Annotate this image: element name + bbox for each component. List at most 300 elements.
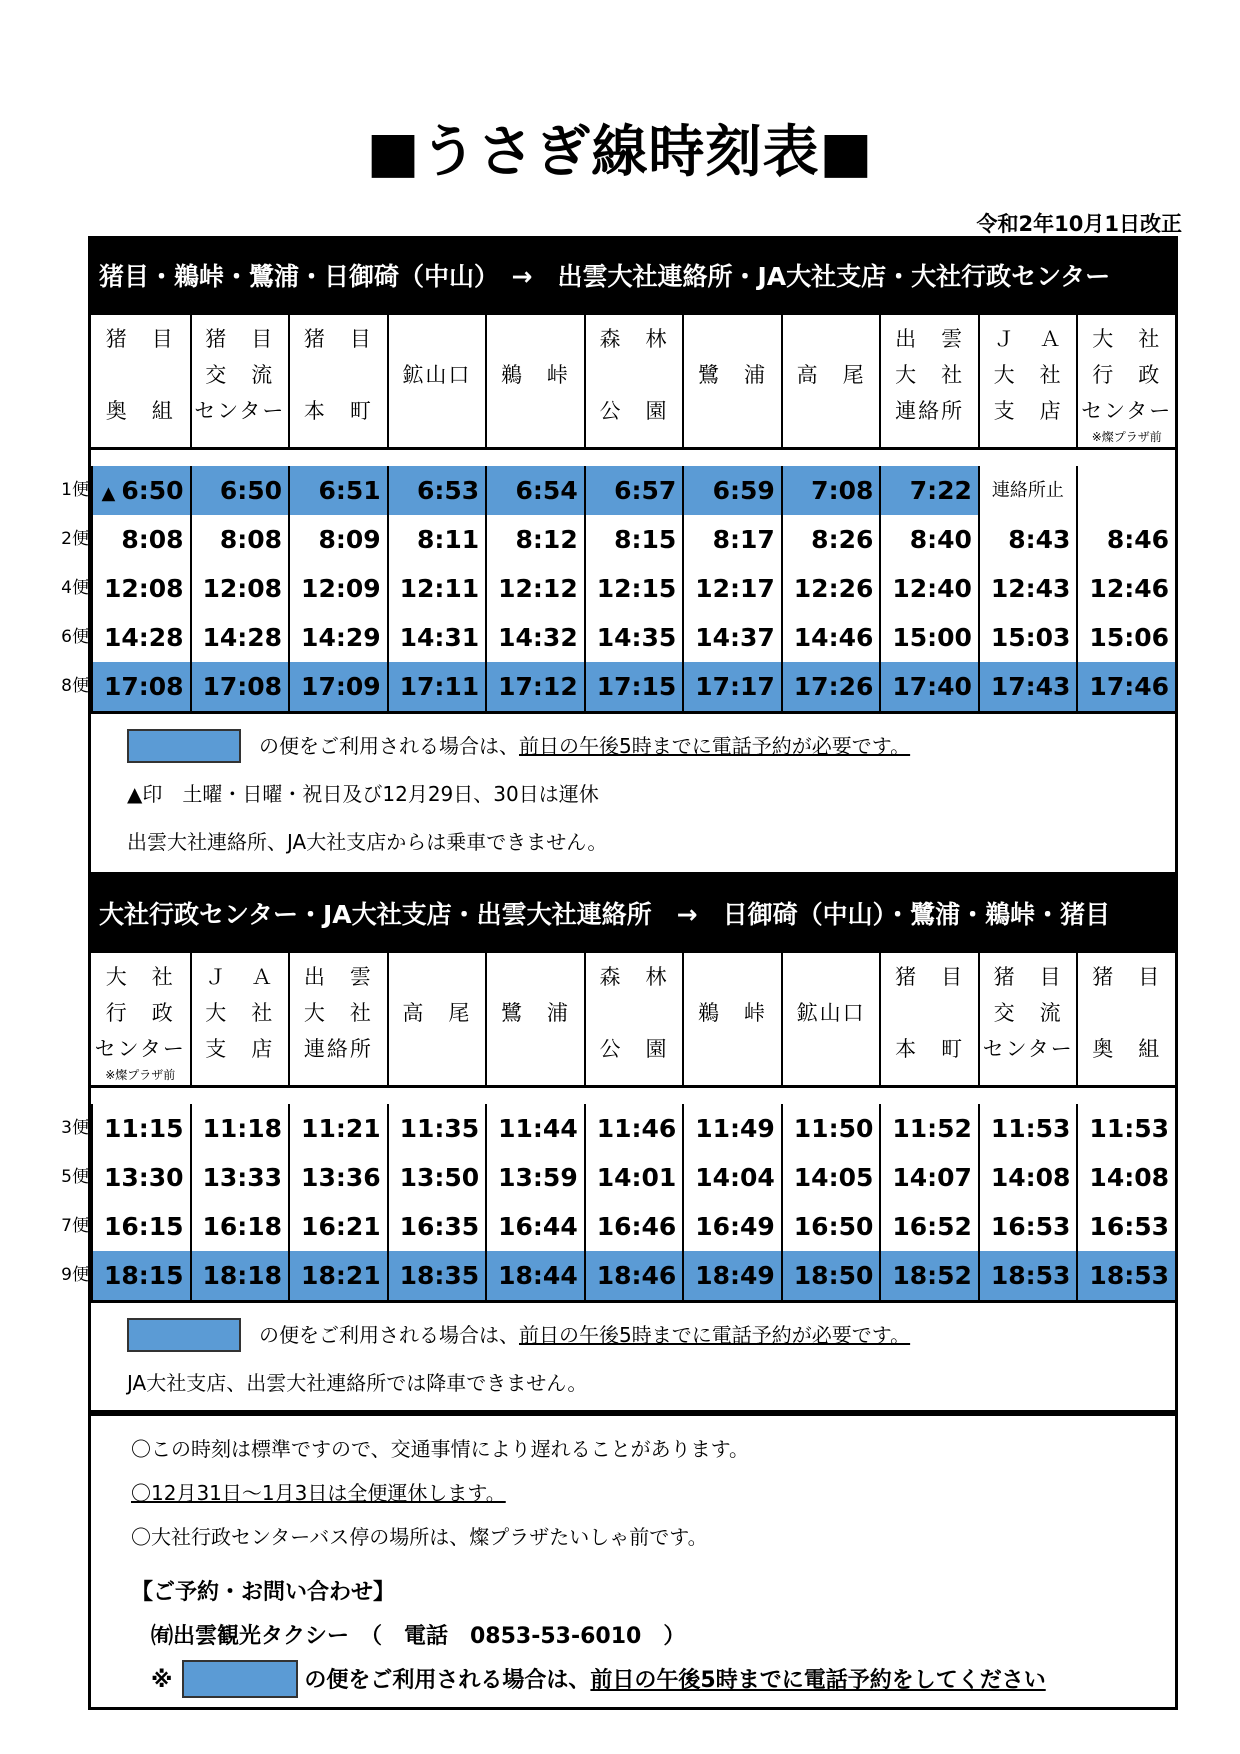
reservation-note-prefix: の便をご利用される場合は、	[259, 734, 519, 758]
time-cell	[781, 564, 880, 613]
stop-name-line: 鉱山口	[796, 1001, 866, 1025]
stop-name-line: 公 園	[599, 1037, 669, 1061]
time-value: 11:49	[695, 1114, 775, 1143]
stop-name-line: センター	[982, 1037, 1074, 1061]
time-value: 12:43	[990, 574, 1071, 603]
timetable-row	[61, 1202, 1175, 1251]
time-cell	[288, 1104, 387, 1153]
stop-header-cell	[288, 953, 387, 1085]
inbound-stop-header	[91, 953, 1175, 1088]
stop-header-cell	[879, 953, 978, 1085]
stop-name-line: 支 店	[993, 399, 1063, 423]
time-value: 18:46	[596, 1261, 677, 1290]
stop-header-cell	[288, 315, 387, 447]
time-value: 12:15	[596, 574, 677, 603]
time-value: 12:17	[695, 574, 775, 603]
time-value: 14:04	[695, 1163, 775, 1192]
reservation-note-prefix: の便をご利用される場合は、	[259, 1323, 519, 1347]
time-cell	[682, 662, 781, 711]
stop-name-line: 鷺 浦	[698, 363, 768, 387]
stop-name-line: 鵜 峠	[698, 1001, 768, 1025]
stop-name-line: 連絡所	[895, 399, 965, 423]
time-cell	[387, 1104, 486, 1153]
stop-header-cell	[1076, 953, 1175, 1085]
time-cell	[91, 1251, 190, 1300]
time-cell	[879, 1251, 978, 1300]
inbound-rows	[61, 1088, 1175, 1300]
reservation-note-deadline: 前日の午後5時までに電話予約が必要です。	[519, 1323, 911, 1347]
time-value: 8:46	[1106, 525, 1169, 554]
stop-name-line: 大 社	[205, 1001, 275, 1025]
time-cell	[1076, 466, 1175, 518]
time-cell	[978, 1104, 1077, 1153]
trip-label: 1便	[61, 480, 89, 500]
time-value: 6:54	[515, 476, 578, 505]
reservation-reminder	[131, 1659, 1175, 1703]
stop-name-line: 猪 目	[105, 327, 175, 351]
time-value: 18:15	[103, 1261, 184, 1290]
time-cell	[91, 515, 190, 564]
stop-name-line: 出 雲	[303, 965, 373, 989]
stop-header-cell	[91, 953, 190, 1085]
time-cell	[190, 662, 289, 711]
time-value: 16:52	[892, 1212, 972, 1241]
time-cell	[781, 662, 880, 711]
time-value: 6:57	[614, 476, 677, 505]
time-cell	[879, 515, 978, 564]
time-value: 12:09	[301, 574, 381, 603]
time-value: 11:53	[1089, 1114, 1169, 1143]
time-cell	[781, 1251, 880, 1300]
time-cell	[190, 1153, 289, 1202]
stop-header-cell	[485, 953, 584, 1085]
stop-name-line: 高 尾	[796, 363, 866, 387]
info-stop-location-note: 〇大社行政センターバス停の場所は、燦プラザたいしゃ前です。	[131, 1525, 708, 1549]
time-cell	[1076, 613, 1175, 662]
time-cell	[978, 662, 1077, 711]
stop-name-line: 大 社	[993, 363, 1063, 387]
reservation-note	[127, 722, 1175, 770]
time-cell	[781, 1153, 880, 1202]
time-cell	[584, 662, 683, 711]
reminder-prefix: の便をご利用される場合は、	[304, 1668, 591, 1693]
time-cell	[91, 662, 190, 711]
stop-name-line: 公 園	[599, 399, 669, 423]
weekday-only-mark: ▲	[101, 483, 116, 504]
time-cell	[1076, 662, 1175, 711]
time-value: 14:32	[498, 623, 578, 652]
stop-name-line: 猪 目	[993, 965, 1063, 989]
time-cell	[584, 1153, 683, 1202]
stop-header-cell	[682, 315, 781, 447]
time-cell	[190, 613, 289, 662]
time-value: 18:21	[301, 1261, 381, 1290]
time-value: 15:06	[1089, 623, 1169, 652]
time-cell	[288, 515, 387, 564]
reminder-deadline: 前日の午後5時までに電話予約をしてください	[590, 1668, 1046, 1693]
contact-heading: 【ご予約・お問い合わせ】	[131, 1580, 396, 1605]
time-cell	[584, 564, 683, 613]
time-value: 17:46	[1089, 672, 1169, 701]
time-cell	[485, 1202, 584, 1251]
time-cell	[91, 1202, 190, 1251]
stop-name-line: 森 林	[599, 327, 669, 351]
time-cell	[682, 613, 781, 662]
time-value: 12:26	[793, 574, 874, 603]
time-cell	[1076, 1104, 1175, 1153]
stop-header-cell	[91, 315, 190, 447]
time-value: 17:43	[990, 672, 1071, 701]
time-value: 11:21	[301, 1114, 381, 1143]
time-cell	[781, 613, 880, 662]
time-cell	[781, 466, 880, 518]
stop-header-cell	[879, 315, 978, 447]
time-value: 17:40	[892, 672, 972, 701]
stop-name-line: 連絡所	[303, 1037, 373, 1061]
time-cell	[190, 564, 289, 613]
time-value: 8:08	[121, 525, 184, 554]
time-value: 17:15	[596, 672, 677, 701]
time-cell	[682, 1104, 781, 1153]
time-cell	[190, 1251, 289, 1300]
time-value: 12:08	[202, 574, 283, 603]
stop-header-cell	[978, 315, 1077, 447]
time-cell	[978, 1153, 1077, 1202]
time-cell	[485, 662, 584, 711]
time-cell	[584, 1251, 683, 1300]
stop-name-line: 大 社	[303, 1001, 373, 1025]
time-value: 13:30	[103, 1163, 184, 1192]
outbound-stop-header	[91, 315, 1175, 450]
stop-name-line: 行 政	[1092, 363, 1162, 387]
alighting-note: JA大社支店、出雲大社連絡所では降車できません。	[127, 1371, 588, 1395]
inbound-notes	[91, 1300, 1175, 1413]
time-cell	[682, 1202, 781, 1251]
time-value: 14:07	[892, 1163, 972, 1192]
revision-date: 令和2年10月1日改正	[976, 212, 1182, 236]
time-value: 12:46	[1089, 574, 1169, 603]
time-value: 16:21	[301, 1212, 381, 1241]
time-cell	[190, 515, 289, 564]
stop-header-cell	[387, 315, 486, 447]
time-value: 14:29	[301, 623, 381, 652]
stop-name-line: センター	[194, 399, 286, 423]
outbound-notes	[91, 711, 1175, 872]
timetable-row	[61, 515, 1175, 564]
time-value: 18:50	[793, 1261, 874, 1290]
stop-name-line: 出 雲	[895, 327, 965, 351]
time-cell	[485, 1104, 584, 1153]
time-cell	[879, 466, 978, 518]
time-value: 14:35	[596, 623, 677, 652]
time-value: 18:35	[399, 1261, 480, 1290]
time-cell	[288, 662, 387, 711]
time-value: 6:59	[712, 476, 775, 505]
stop-name-line: 大 社	[895, 363, 965, 387]
time-value: 14:37	[695, 623, 775, 652]
time-value: 8:11	[416, 525, 480, 554]
time-cell	[288, 613, 387, 662]
time-cell	[387, 564, 486, 613]
time-cell	[584, 1202, 683, 1251]
time-cell	[978, 1202, 1077, 1251]
time-value: 17:08	[202, 672, 283, 701]
time-cell	[387, 1153, 486, 1202]
stop-name-line: 交 流	[993, 1001, 1063, 1025]
stop-name-line: Ｊ Ａ	[205, 965, 275, 989]
stop-name-line: センター	[1081, 399, 1173, 423]
triangle-note: ▲印 土曜・日曜・祝日及び12月29日、30日は運休	[127, 782, 599, 806]
time-value: 8:26	[811, 525, 874, 554]
time-value: 8:08	[219, 525, 283, 554]
highlight-swatch	[127, 1318, 241, 1352]
time-cell	[781, 1104, 880, 1153]
time-cell	[91, 466, 190, 518]
time-value: 14:05	[793, 1163, 874, 1192]
time-cell	[288, 1153, 387, 1202]
time-value: 7:08	[811, 476, 874, 505]
info-delay-note: 〇この時刻は標準ですので、交通事情により遅れることがあります。	[131, 1437, 749, 1461]
time-value: 12:11	[399, 574, 480, 603]
time-value: 6:50	[219, 476, 283, 505]
time-value: 11:18	[202, 1114, 283, 1143]
stop-header-cell	[387, 953, 486, 1085]
time-cell	[682, 466, 781, 518]
highlight-swatch	[182, 1660, 298, 1698]
time-value: 16:44	[498, 1212, 578, 1241]
timetable-row	[61, 466, 1175, 515]
stop-name-line: 奥 組	[1092, 1037, 1162, 1061]
time-cell	[781, 1202, 880, 1251]
time-cell	[879, 1202, 978, 1251]
time-value: 15:00	[892, 623, 972, 652]
time-cell	[781, 515, 880, 564]
time-value: 15:03	[990, 623, 1071, 652]
time-cell	[1076, 564, 1175, 613]
stop-name-line: 奥 組	[105, 399, 175, 423]
time-cell	[978, 466, 1077, 518]
time-cell	[879, 662, 978, 711]
stop-header-cell	[485, 315, 584, 447]
stop-header-cell	[781, 315, 880, 447]
time-value: 13:33	[202, 1163, 283, 1192]
time-cell	[1076, 515, 1175, 564]
trip-label: 7便	[61, 1216, 89, 1236]
stop-name-line: 行 政	[105, 1001, 175, 1025]
stop-name-line: 高 尾	[402, 1001, 472, 1025]
timetable-row	[61, 662, 1175, 711]
time-cell	[91, 1153, 190, 1202]
time-cell	[485, 466, 584, 518]
time-cell	[190, 1104, 289, 1153]
time-cell	[584, 613, 683, 662]
stop-header-cell	[1076, 315, 1175, 447]
time-value: 13:36	[301, 1163, 381, 1192]
time-cell	[190, 466, 289, 518]
time-cell	[682, 564, 781, 613]
timetable-row	[61, 1153, 1175, 1202]
time-value: 11:50	[793, 1114, 874, 1143]
time-value: 7:22	[909, 476, 972, 505]
timetable-row	[61, 1251, 1175, 1300]
outbound-header: 猪目・鵜峠・鷺浦・日御碕（中山） → 出雲大社連絡所・JA大社支店・大社行政センター	[91, 239, 1175, 315]
time-cell	[91, 613, 190, 662]
time-cell	[978, 613, 1077, 662]
time-value: 8:40	[909, 525, 972, 554]
trip-label: 6便	[61, 627, 89, 647]
timetable-row	[61, 1104, 1175, 1153]
reservation-note	[127, 1311, 1175, 1359]
time-cell	[682, 1153, 781, 1202]
stop-name-line: 猪 目	[303, 327, 373, 351]
contact-line: ㈲出雲観光タクシー （ 電話 0853-53-6010 ）	[151, 1624, 686, 1649]
time-cell	[288, 564, 387, 613]
time-value: 17:12	[498, 672, 578, 701]
time-value: 14:28	[202, 623, 283, 652]
inbound-header: 大社行政センター・JA大社支店・出雲大社連絡所 → 日御碕（中山）・鷺浦・鵜峠・猪目	[91, 877, 1175, 953]
time-cell	[190, 1202, 289, 1251]
trip-label: 8便	[61, 676, 89, 696]
stop-name-line: 猪 目	[205, 327, 275, 351]
time-cell	[978, 564, 1077, 613]
time-cell	[682, 1251, 781, 1300]
inbound-timetable	[61, 874, 1178, 1416]
time-value: 17:17	[695, 672, 775, 701]
stop-name-line: 森 林	[599, 965, 669, 989]
time-value: 11:46	[596, 1114, 677, 1143]
time-cell	[879, 1153, 978, 1202]
time-cell	[91, 564, 190, 613]
time-cell	[288, 466, 387, 518]
trip-label: 2便	[61, 529, 89, 549]
page-title: ■うさぎ線時刻表■	[366, 120, 874, 185]
time-value: 16:18	[202, 1212, 283, 1241]
stop-header-cell	[781, 953, 880, 1085]
stop-name-line: 大 社	[1092, 327, 1162, 351]
time-cell	[584, 466, 683, 518]
stop-name-line: Ｊ Ａ	[993, 327, 1063, 351]
time-cell	[879, 1104, 978, 1153]
time-value: 11:35	[399, 1114, 480, 1143]
time-cell	[1076, 1153, 1175, 1202]
stop-name-line: センター	[94, 1037, 186, 1061]
time-value: 14:08	[1089, 1163, 1169, 1192]
time-value: 14:46	[793, 623, 874, 652]
time-cell	[682, 515, 781, 564]
time-value: 18:18	[202, 1261, 283, 1290]
time-value: 8:09	[318, 525, 381, 554]
time-value: 14:08	[990, 1163, 1071, 1192]
highlight-swatch	[127, 729, 241, 763]
outbound-timetable	[61, 236, 1178, 875]
time-value: 17:08	[103, 672, 184, 701]
time-cell	[91, 1104, 190, 1153]
time-cell	[485, 515, 584, 564]
timetable-row	[61, 564, 1175, 613]
time-cell	[1076, 1251, 1175, 1300]
time-value: 16:15	[103, 1212, 184, 1241]
stop-location-note: ※燦プラザ前	[105, 1068, 176, 1082]
stop-header-cell	[584, 315, 683, 447]
time-value: 14:01	[596, 1163, 677, 1192]
info-holiday-note: 〇12月31日～1月3日は全便運休します。	[131, 1481, 506, 1505]
timetable-row	[61, 613, 1175, 662]
time-value: 12:08	[103, 574, 184, 603]
time-cell	[485, 1153, 584, 1202]
stop-header-cell	[682, 953, 781, 1085]
time-value: 8:12	[515, 525, 578, 554]
time-value: 18:44	[498, 1261, 578, 1290]
trip-label: 5便	[61, 1167, 89, 1187]
time-cell	[1076, 1202, 1175, 1251]
time-cell	[584, 1104, 683, 1153]
time-cell	[387, 515, 486, 564]
time-value: 16:46	[596, 1212, 677, 1241]
time-value: 18:52	[892, 1261, 972, 1290]
time-value: 18:49	[695, 1261, 775, 1290]
stop-name-line: 鵜 峠	[500, 363, 570, 387]
stop-name-line: 本 町	[895, 1037, 965, 1061]
time-cell	[485, 564, 584, 613]
stop-name-line: 鉱山口	[402, 363, 472, 387]
time-cell	[387, 613, 486, 662]
time-value: 18:53	[990, 1261, 1071, 1290]
stop-name-line: 猪 目	[1092, 965, 1162, 989]
time-cell	[879, 613, 978, 662]
time-value: 16:50	[793, 1212, 874, 1241]
stop-header-cell	[978, 953, 1077, 1085]
trip-label: 4便	[61, 578, 89, 598]
time-value: 6:50	[121, 476, 184, 505]
stop-name-line: 鷺 浦	[500, 1001, 570, 1025]
time-value: 14:31	[399, 623, 480, 652]
time-cell	[485, 613, 584, 662]
stop-name-line: 支 店	[205, 1037, 275, 1061]
time-value: 16:53	[1089, 1212, 1169, 1241]
time-cell	[387, 1202, 486, 1251]
time-value: 6:51	[318, 476, 381, 505]
time-value: 17:26	[793, 672, 874, 701]
time-cell	[387, 662, 486, 711]
time-cell	[978, 515, 1077, 564]
time-value: 12:40	[892, 574, 972, 603]
time-value: 17:09	[301, 672, 381, 701]
time-value: 11:53	[990, 1114, 1071, 1143]
stop-header-cell	[584, 953, 683, 1085]
time-cell	[288, 1202, 387, 1251]
stop-name-line: 大 社	[105, 965, 175, 989]
time-cell	[387, 1251, 486, 1300]
stop-name-line: 猪 目	[895, 965, 965, 989]
stop-location-note: ※燦プラザ前	[1091, 430, 1162, 444]
time-value: 18:53	[1089, 1261, 1169, 1290]
time-cell	[978, 1251, 1077, 1300]
stop-header-cell	[190, 315, 289, 447]
time-cell	[288, 1251, 387, 1300]
time-value: 14:28	[103, 623, 184, 652]
time-value: 11:44	[498, 1114, 578, 1143]
time-cell	[584, 515, 683, 564]
boarding-note: 出雲大社連絡所、JA大社支店からは乗車できません。	[127, 830, 608, 854]
info-box	[88, 1410, 1178, 1710]
time-cell	[485, 1251, 584, 1300]
time-value: 8:15	[614, 525, 677, 554]
trip-label: 3便	[61, 1118, 89, 1138]
time-value: 16:49	[695, 1212, 775, 1241]
reminder-mark: ※	[151, 1668, 173, 1693]
trip-label: 9便	[61, 1265, 89, 1285]
time-value: 17:11	[399, 672, 480, 701]
